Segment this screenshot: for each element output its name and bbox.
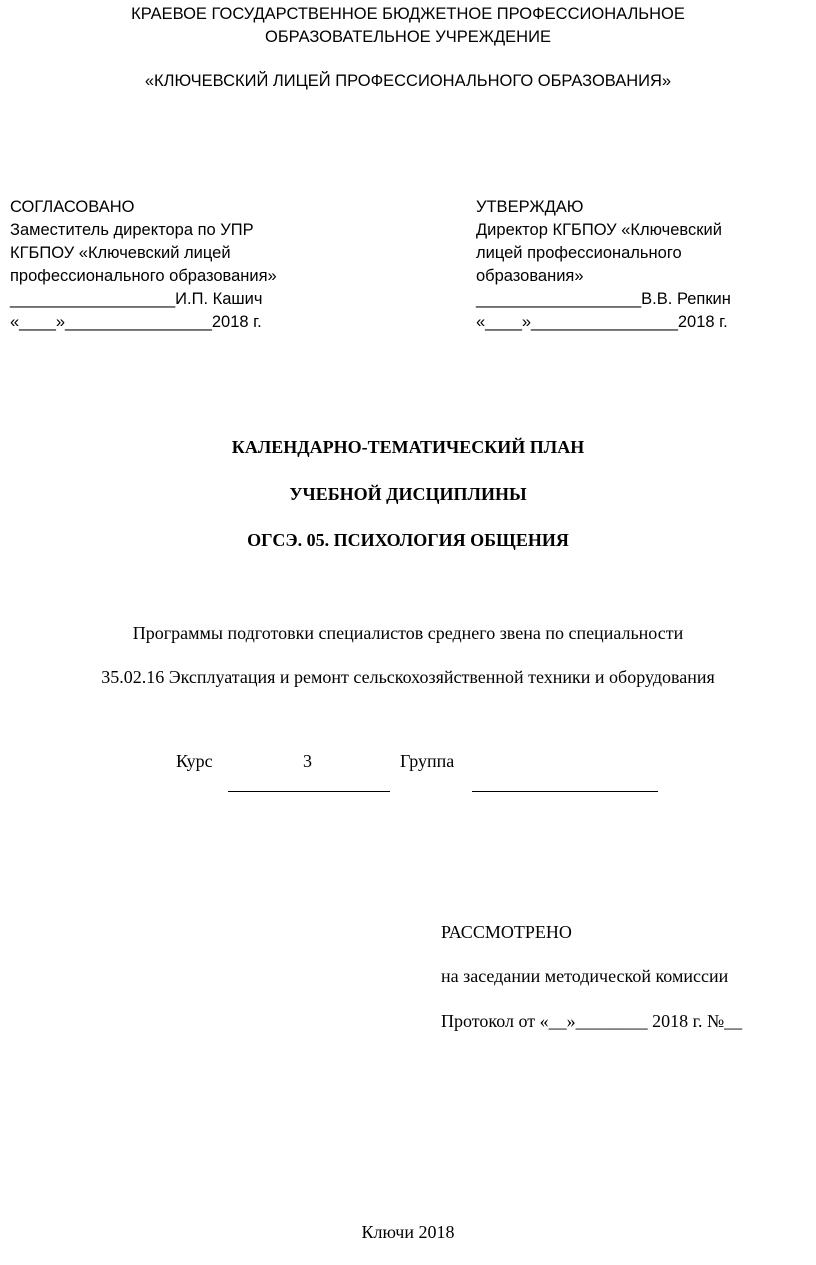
reviewed-commission: на заседании методической комиссии bbox=[441, 966, 729, 986]
footer-place-year: Ключи 2018 bbox=[361, 1222, 455, 1242]
approved-signature: __________________В.В. Репкин bbox=[476, 290, 731, 308]
program-line1: Программы подготовки специалистов среднего звена по специальности bbox=[132, 623, 684, 643]
approved-line2: лицей профессионального bbox=[476, 244, 682, 262]
reviewed-protocol: Протокол от «__»________ 2018 г. №__ bbox=[441, 1011, 743, 1031]
group-underline bbox=[472, 791, 658, 792]
course-label: Курс bbox=[176, 751, 213, 771]
agreed-line2: КГБПОУ «Ключевский лицей bbox=[10, 244, 231, 262]
approved-line1: Директор КГБПОУ «Ключевский bbox=[476, 221, 722, 239]
agreed-line3: профессионального образования» bbox=[10, 267, 277, 285]
agreed-line1: Заместитель директора по УПР bbox=[10, 221, 254, 239]
approved-title: УТВЕРЖДАЮ bbox=[476, 198, 584, 216]
header-institution-name: «КЛЮЧЕВСКИЙ ЛИЦЕЙ ПРОФЕССИОНАЛЬНОГО ОБРАЗОВАНИЯ» bbox=[144, 72, 672, 90]
header-institution-line1: КРАЕВОЕ ГОСУДАРСТВЕННОЕ БЮДЖЕТНОЕ ПРОФЕССИОНАЛЬНОЕ bbox=[131, 5, 685, 23]
course-value: 3 bbox=[303, 751, 312, 771]
agreed-block bbox=[10, 196, 277, 334]
agreed-date: «____»________________2018 г. bbox=[10, 313, 262, 331]
agreed-title: СОГЛАСОВАНО bbox=[10, 198, 135, 216]
approved-block bbox=[476, 196, 731, 334]
document-subtitle: УЧЕБНОЙ ДИСЦИПЛИНЫ bbox=[289, 484, 527, 504]
document-title: КАЛЕНДАРНО-ТЕМАТИЧЕСКИЙ ПЛАН bbox=[231, 437, 585, 457]
group-label: Группа bbox=[400, 751, 455, 771]
approved-date: «____»________________2018 г. bbox=[476, 313, 728, 331]
program-specialty: 35.02.16 Эксплуатация и ремонт сельскохозяйственной техники и оборудования bbox=[101, 667, 715, 687]
reviewed-title: РАССМОТРЕНО bbox=[441, 922, 572, 942]
discipline-name: ОГСЭ. 05. ПСИХОЛОГИЯ ОБЩЕНИЯ bbox=[247, 530, 569, 550]
course-underline bbox=[228, 791, 390, 792]
header-institution-line2: ОБРАЗОВАТЕЛЬНОЕ УЧРЕЖДЕНИЕ bbox=[265, 28, 551, 46]
agreed-signature: __________________И.П. Кашич bbox=[10, 290, 263, 308]
approved-line3: образования» bbox=[476, 267, 584, 285]
